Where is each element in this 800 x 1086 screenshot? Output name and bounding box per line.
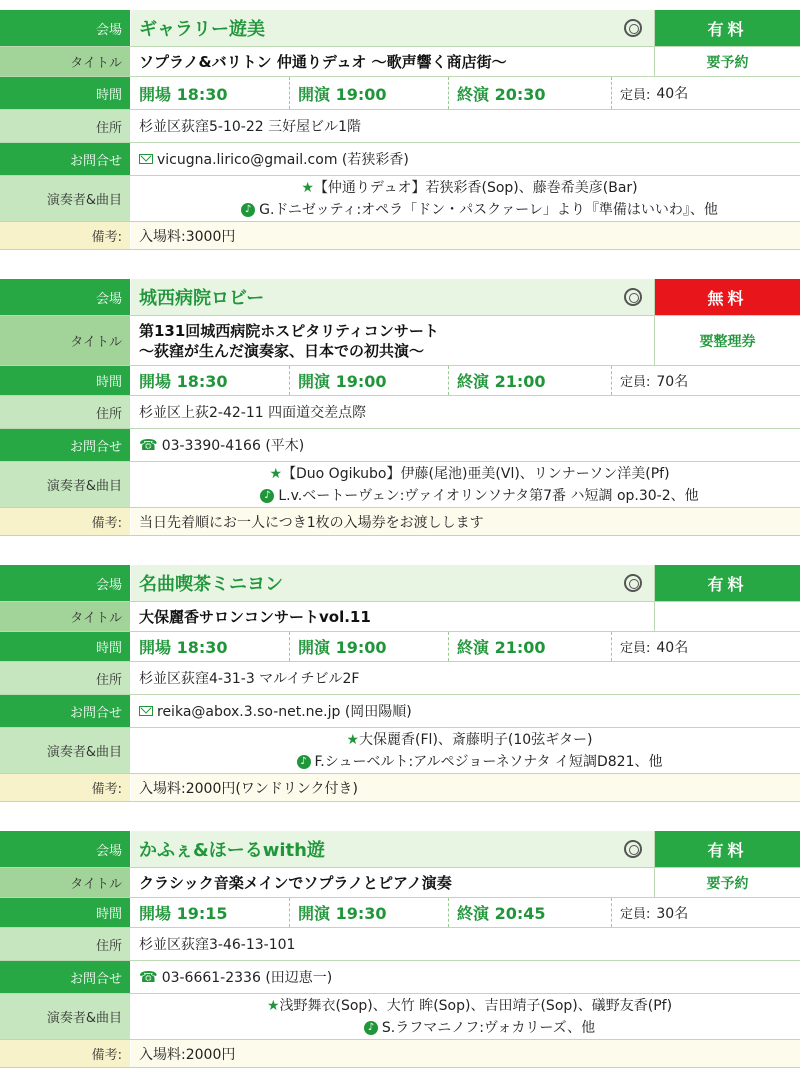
performers-line <box>346 729 592 751</box>
row <box>0 695 800 728</box>
reservation-note: 要予約 <box>706 875 749 892</box>
contact-text[interactable]: 03-3390-4166 (平木) <box>161 438 305 454</box>
venue-label: 会場 <box>0 831 130 867</box>
music-note-icon: ♪ <box>260 489 274 503</box>
row <box>0 831 800 868</box>
event-title: ソプラノ&バリトン 仲通りデュオ 〜歌声響く商店街〜 <box>131 47 655 76</box>
performers: 【仲通りデュオ】若狭彩香(Sop)、藤巻希美彦(Bar) <box>313 179 638 196</box>
program: L.v.ベートーヴェン:ヴァイオリンソナタ第7番 ハ短調 op.30-2、他 <box>278 487 699 504</box>
program-line <box>221 199 718 221</box>
performers-block <box>131 994 800 1039</box>
row <box>0 632 800 662</box>
capacity <box>612 898 800 927</box>
contact[interactable] <box>131 695 800 727</box>
performers-label: 演奏者&曲目 <box>0 176 130 221</box>
row <box>0 110 800 143</box>
open-time: 開場 19:15 <box>131 898 290 927</box>
address: 杉並区荻窪4-31-3 マルイチビル2F <box>139 671 360 687</box>
address: 杉並区荻窪3-46-13-101 <box>139 937 296 953</box>
capacity-value: 70名 <box>656 373 689 390</box>
row <box>0 774 800 802</box>
row <box>0 462 800 508</box>
contact-label: お問合せ <box>0 143 130 175</box>
end-time: 終演 21:00 <box>449 632 612 661</box>
event-title-line2: 〜荻窪が生んだ演奏家、日本での初共演〜 <box>139 341 425 360</box>
circle-mark <box>624 19 642 37</box>
row <box>0 366 800 396</box>
reservation-note: 要整理券 <box>699 333 756 350</box>
program-line <box>344 1017 595 1039</box>
time-label: 時間 <box>0 898 130 927</box>
program: S.ラフマニノフ:ヴォカリーズ、他 <box>381 1019 596 1036</box>
time-label: 時間 <box>0 632 130 661</box>
row <box>0 728 800 774</box>
open-time: 開場 18:30 <box>131 77 290 109</box>
phone-icon: ☎ <box>139 968 158 986</box>
circle-mark <box>624 288 642 306</box>
venue-name: かふぇ&ほーるwith遊 <box>131 831 612 867</box>
start-time: 開演 19:00 <box>290 632 449 661</box>
start-time: 開演 19:00 <box>290 77 449 109</box>
fee-badge: 有料 <box>655 565 800 601</box>
title-label: タイトル <box>0 47 130 76</box>
open-time: 開場 18:30 <box>131 632 290 661</box>
address: 杉並区上荻2-42-11 四面道交差点際 <box>139 405 367 421</box>
fee-badge: 有料 <box>655 10 800 46</box>
program: F.シューベルト:アルペジョーネソナタ イ短調D821、他 <box>314 753 663 770</box>
contact[interactable] <box>131 429 800 461</box>
event-card <box>0 565 800 802</box>
row <box>0 868 800 898</box>
row <box>0 429 800 462</box>
remarks-label: 備考: <box>0 774 130 801</box>
program-line <box>277 751 663 773</box>
star-icon: ★ <box>301 179 314 196</box>
phone-icon: ☎ <box>139 436 158 454</box>
row <box>0 176 800 222</box>
contact[interactable] <box>131 143 800 175</box>
remarks: 入場料:2000円 <box>131 1040 800 1067</box>
fee-badge: 無料 <box>655 279 800 315</box>
venue-name: ギャラリー遊美 <box>131 10 612 46</box>
row <box>0 222 800 250</box>
capacity <box>612 632 800 661</box>
performers-label: 演奏者&曲目 <box>0 462 130 507</box>
row <box>0 994 800 1040</box>
music-note-icon: ♪ <box>364 1021 378 1035</box>
row <box>0 47 800 77</box>
event-card <box>0 831 800 1068</box>
row <box>0 77 800 110</box>
end-time: 終演 20:30 <box>449 77 612 109</box>
event-card <box>0 279 800 536</box>
title-label: タイトル <box>0 868 130 897</box>
capacity-prefix: 定員: <box>620 641 651 656</box>
capacity-value: 40名 <box>656 639 689 656</box>
contact-text[interactable]: 03-6661-2336 (田辺恵一) <box>161 970 333 986</box>
double-circle-icon <box>611 565 655 601</box>
capacity <box>612 77 800 109</box>
performers-line <box>267 995 672 1017</box>
row <box>0 10 800 47</box>
venue-label: 会場 <box>0 279 130 315</box>
capacity-value: 40名 <box>656 86 689 102</box>
performers-label: 演奏者&曲目 <box>0 728 130 773</box>
performers: 【Duo Ogikubo】伊藤(尾池)亜美(Vl)、リンナーソン洋美(Pf) <box>282 465 670 482</box>
performers-block <box>131 462 800 507</box>
event-title: クラシック音楽メインでソプラノとピアノ演奏 <box>131 868 655 897</box>
venue-label: 会場 <box>0 565 130 601</box>
mail-icon <box>139 706 153 716</box>
contact[interactable] <box>131 961 800 993</box>
title-label: タイトル <box>0 316 130 365</box>
remarks: 当日先着順にお一人につき1枚の入場券をお渡しします <box>131 508 800 535</box>
performers: 大保麗香(Fl)、斎藤明子(10弦ギター) <box>359 731 593 748</box>
double-circle-icon <box>611 10 655 46</box>
reservation-note: 要予約 <box>706 54 749 71</box>
capacity-prefix: 定員: <box>620 375 651 390</box>
remarks: 入場料:2000円(ワンドリンク付き) <box>131 774 800 801</box>
venue-name: 城西病院ロビー <box>131 279 612 315</box>
event-card <box>0 10 800 250</box>
time-label: 時間 <box>0 366 130 395</box>
event-title-line1: 第131回城西病院ホスピタリティコンサート <box>139 321 439 340</box>
row <box>0 143 800 176</box>
row <box>0 396 800 429</box>
event-title: 大保麗香サロンコンサートvol.11 <box>131 602 655 631</box>
address-label: 住所 <box>0 396 130 428</box>
music-note-icon: ♪ <box>297 755 311 769</box>
start-time: 開演 19:30 <box>290 898 449 927</box>
row <box>0 662 800 695</box>
remarks-label: 備考: <box>0 1040 130 1067</box>
venue-name: 名曲喫茶ミニヨン <box>131 565 612 601</box>
row <box>0 961 800 994</box>
row <box>0 928 800 961</box>
address: 杉並区荻窪5-10-22 三好屋ビル1階 <box>139 119 361 135</box>
remarks-label: 備考: <box>0 222 130 249</box>
performers-line <box>269 463 669 485</box>
contact-text[interactable]: vicugna.lirico@gmail.com (若狭彩香) <box>157 152 409 168</box>
performers: 浅野舞衣(Sop)、大竹 眸(Sop)、吉田靖子(Sop)、礒野友香(Pf) <box>279 997 673 1014</box>
contact-label: お問合せ <box>0 695 130 727</box>
star-icon: ★ <box>269 465 283 482</box>
address-label: 住所 <box>0 662 130 694</box>
capacity <box>612 366 800 395</box>
capacity-prefix: 定員: <box>620 907 651 922</box>
row <box>0 898 800 928</box>
star-icon: ★ <box>346 731 360 748</box>
performers-line <box>301 177 637 199</box>
performers-block <box>131 176 800 221</box>
title-label: タイトル <box>0 602 130 631</box>
venue-label: 会場 <box>0 10 130 46</box>
circle-mark <box>624 840 642 858</box>
remarks: 入場料:3000円 <box>131 222 800 249</box>
double-circle-icon <box>611 831 655 867</box>
capacity-value: 30名 <box>656 905 689 922</box>
remarks-label: 備考: <box>0 508 130 535</box>
start-time: 開演 19:00 <box>290 366 449 395</box>
contact-text[interactable]: reika@abox.3.so-net.ne.jp (岡田陽順) <box>157 704 412 720</box>
star-icon: ★ <box>266 997 280 1014</box>
fee-badge: 有料 <box>655 831 800 867</box>
address-label: 住所 <box>0 110 130 142</box>
circle-mark <box>624 574 642 592</box>
music-note-icon: ♪ <box>241 203 255 217</box>
double-circle-icon <box>611 279 655 315</box>
program-line <box>240 485 698 507</box>
mail-icon <box>139 154 153 164</box>
end-time: 終演 21:00 <box>449 366 612 395</box>
row <box>0 1040 800 1068</box>
event-title <box>131 316 655 365</box>
open-time: 開場 18:30 <box>131 366 290 395</box>
contact-label: お問合せ <box>0 429 130 461</box>
program: G.ドニゼッティ:オペラ「ドン・パスクァーレ」より『準備はいいわ』、他 <box>259 201 718 218</box>
capacity-prefix: 定員: <box>620 87 651 103</box>
reservation-note <box>655 602 800 631</box>
performers-block <box>131 728 800 773</box>
address-label: 住所 <box>0 928 130 960</box>
row <box>0 279 800 316</box>
contact-label: お問合せ <box>0 961 130 993</box>
row <box>0 508 800 536</box>
row <box>0 565 800 602</box>
time-label: 時間 <box>0 77 130 109</box>
row <box>0 602 800 632</box>
performers-label: 演奏者&曲目 <box>0 994 130 1039</box>
end-time: 終演 20:45 <box>449 898 612 927</box>
row <box>0 316 800 366</box>
